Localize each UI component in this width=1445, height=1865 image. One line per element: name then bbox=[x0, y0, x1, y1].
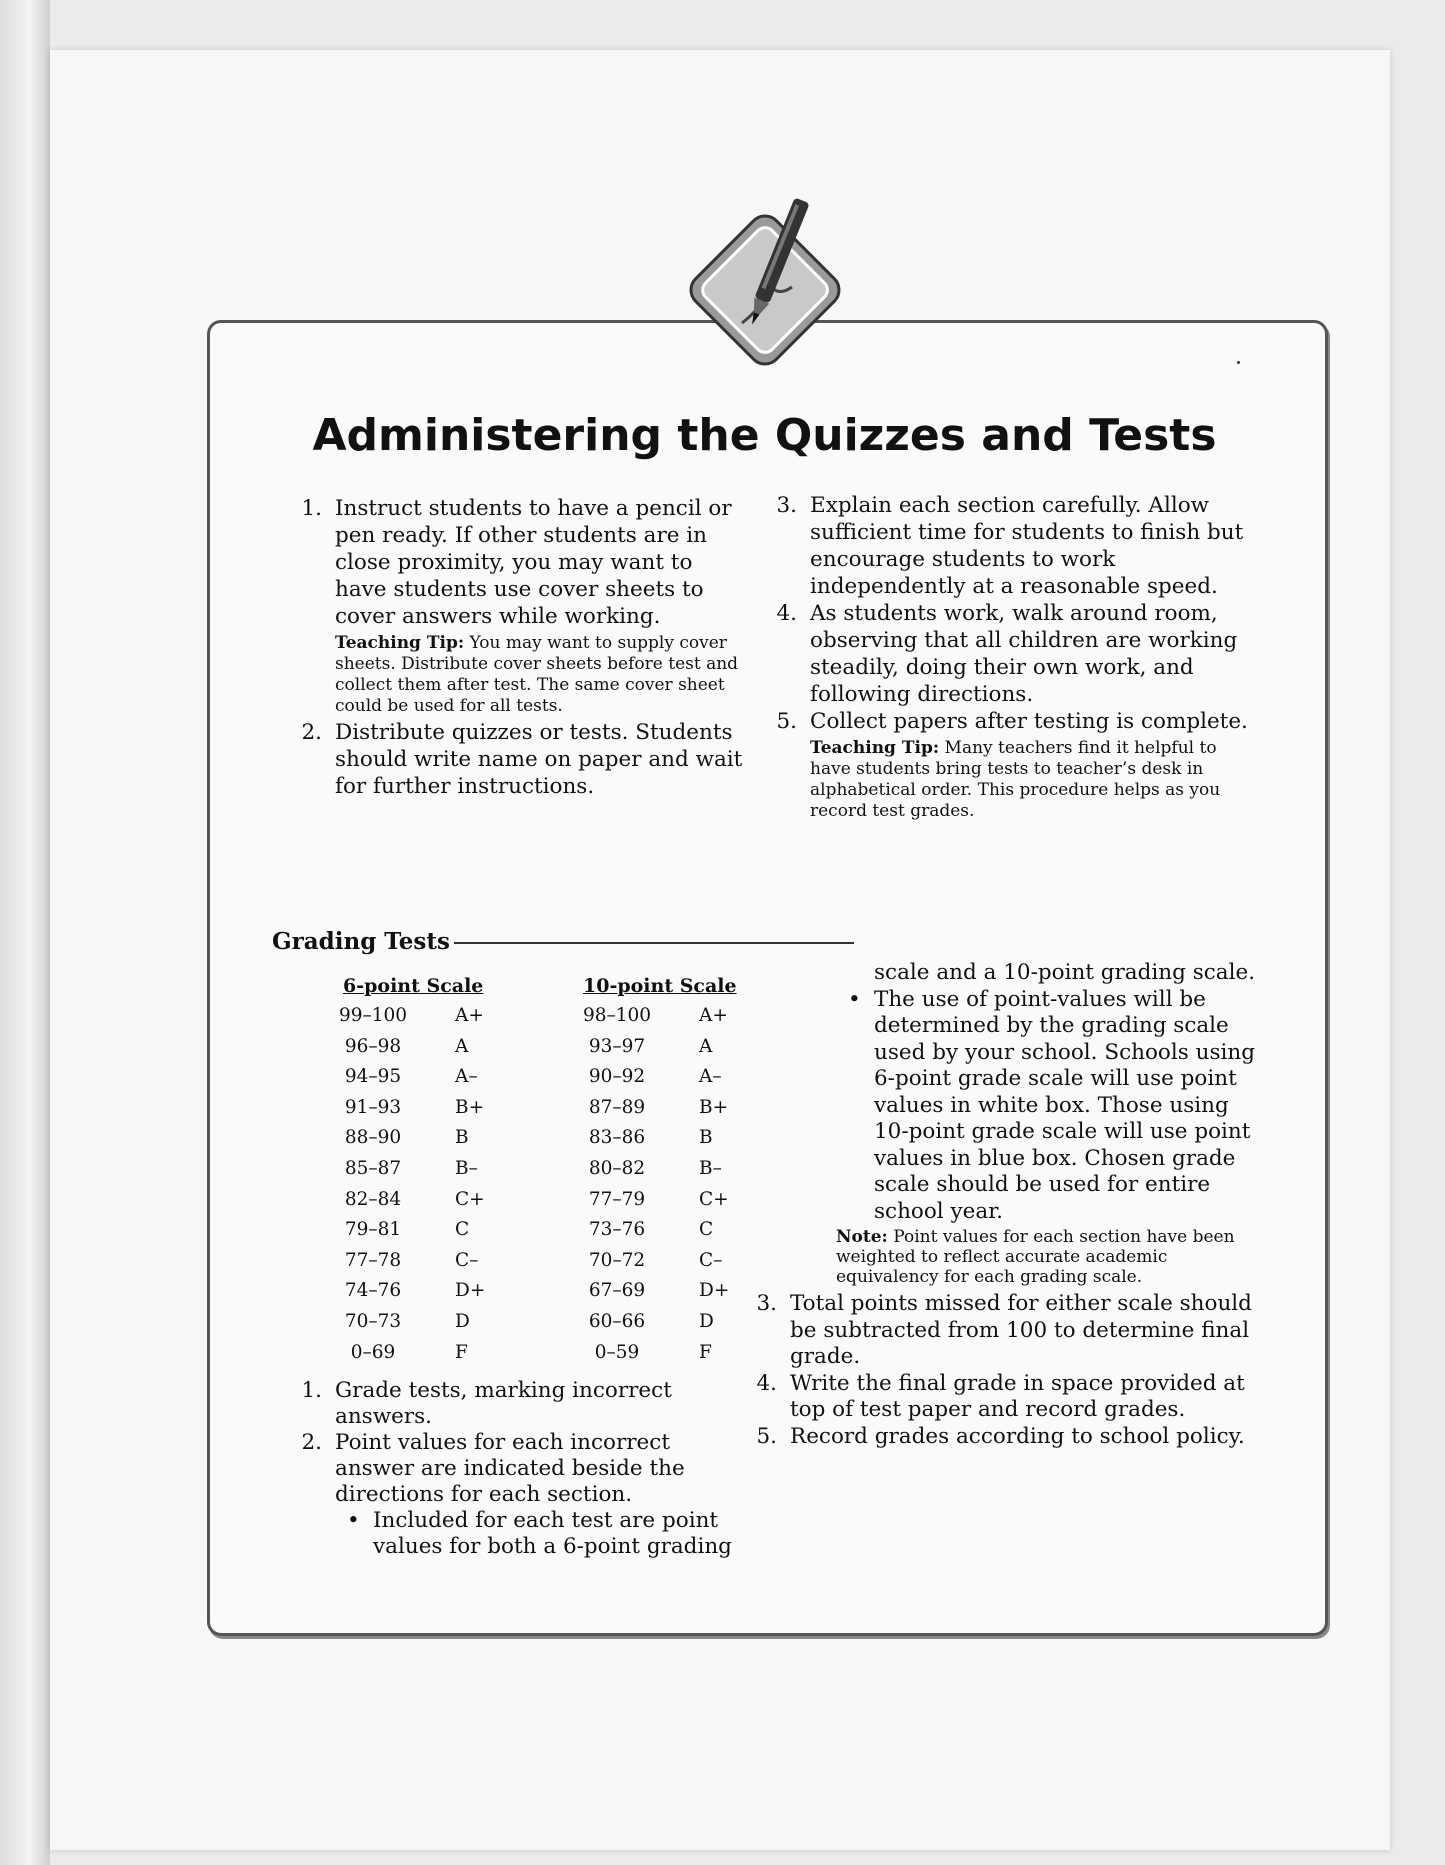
list-number: 1. bbox=[301, 1378, 322, 1403]
score-range: 0–69 bbox=[350, 1341, 396, 1363]
scale-row bbox=[333, 1097, 513, 1128]
score-range: 88–90 bbox=[344, 1127, 402, 1149]
letter-grade: A+ bbox=[455, 1005, 484, 1026]
bullet-text: Included for each test are point values for both a 6-point grading bbox=[373, 1508, 732, 1559]
intro-steps-left bbox=[290, 495, 750, 800]
letter-grade: C+ bbox=[455, 1188, 485, 1210]
speck bbox=[1237, 361, 1240, 364]
scale-row bbox=[333, 1219, 513, 1250]
bullet-item bbox=[335, 1508, 750, 1560]
scale-row bbox=[577, 1342, 757, 1373]
list-item bbox=[290, 719, 750, 800]
letter-grade: A bbox=[699, 1035, 713, 1057]
list-item bbox=[765, 708, 1260, 822]
letter-grade: B– bbox=[699, 1157, 722, 1179]
score-range: 73–76 bbox=[588, 1219, 646, 1241]
page-title: Administering the Quizzes and Tests bbox=[312, 410, 1217, 461]
scale-row bbox=[333, 1066, 513, 1097]
list-number: 5. bbox=[776, 709, 797, 734]
list-item bbox=[765, 600, 1260, 708]
grading-steps-left bbox=[290, 1378, 750, 1560]
list-text: Grade tests, marking incorrect answers. bbox=[335, 1378, 672, 1429]
score-range: 87–89 bbox=[588, 1096, 646, 1118]
list-item bbox=[755, 1371, 1260, 1424]
scale-row bbox=[577, 1036, 757, 1067]
pen-icon bbox=[670, 195, 860, 385]
score-range: 96–98 bbox=[344, 1035, 402, 1057]
letter-grade: B bbox=[699, 1127, 713, 1149]
bullet-text: The use of point-values will be determined by the grading scale used by your school. Schools using 6-point grade scale will use point values in white box. Those using 10-point grade scale will use point values in blue box. Chosen grade scale should be used for entire school year. bbox=[874, 986, 1255, 1224]
score-range: 82–84 bbox=[344, 1188, 402, 1210]
list-text: Explain each section carefully. Allow sufficient time for students to finish but encourage students to work independently at a reasonable speed. bbox=[810, 493, 1244, 599]
ten-point-scale-table bbox=[577, 1005, 757, 1372]
scale-row bbox=[333, 1005, 513, 1036]
scale-row bbox=[333, 1189, 513, 1220]
letter-grade: A– bbox=[699, 1066, 722, 1088]
letter-grade: A bbox=[455, 1035, 469, 1057]
scale-row bbox=[577, 1219, 757, 1250]
heading-rule bbox=[454, 942, 854, 944]
teaching-tip bbox=[810, 738, 1260, 822]
scale-row bbox=[333, 1342, 513, 1373]
letter-grade: F bbox=[699, 1341, 712, 1363]
score-range: 83–86 bbox=[588, 1127, 646, 1149]
letter-grade: B bbox=[455, 1127, 469, 1149]
score-range: 77–78 bbox=[344, 1249, 402, 1271]
bullet-item bbox=[836, 987, 1260, 1226]
score-range: 70–73 bbox=[344, 1310, 402, 1332]
list-text: Collect papers after testing is complete. bbox=[810, 709, 1248, 734]
score-range: 80–82 bbox=[588, 1157, 646, 1179]
scale-row bbox=[577, 1127, 757, 1158]
score-range: 70–72 bbox=[588, 1249, 646, 1271]
scale-row bbox=[577, 1250, 757, 1281]
letter-grade: D+ bbox=[699, 1280, 730, 1302]
tip-label: Teaching Tip: bbox=[810, 738, 940, 758]
letter-grade: D bbox=[455, 1310, 470, 1332]
list-number: 3. bbox=[756, 1291, 777, 1316]
letter-grade: A+ bbox=[699, 1005, 728, 1026]
score-range: 98–100 bbox=[582, 1005, 652, 1026]
grading-heading-text: Grading Tests bbox=[272, 928, 450, 955]
list-text: Write the final grade in space provided at top of test paper and record grades. bbox=[790, 1370, 1245, 1422]
scale-row bbox=[577, 1097, 757, 1128]
score-range: 85–87 bbox=[344, 1157, 402, 1179]
score-range: 74–76 bbox=[344, 1280, 402, 1302]
list-number: 2. bbox=[301, 1430, 322, 1455]
list-item bbox=[755, 1424, 1260, 1451]
list-number: 4. bbox=[776, 601, 797, 626]
scale-row bbox=[333, 1127, 513, 1158]
intro-steps-right bbox=[765, 492, 1260, 824]
letter-grade: C+ bbox=[699, 1188, 729, 1210]
list-item bbox=[290, 495, 750, 717]
scale-row bbox=[333, 1158, 513, 1189]
teaching-tip bbox=[335, 633, 750, 717]
ten-point-scale-label: 10-point Scale bbox=[583, 975, 737, 997]
score-range: 0–59 bbox=[594, 1341, 640, 1363]
letter-grade: C– bbox=[699, 1249, 723, 1271]
letter-grade: D+ bbox=[455, 1280, 486, 1302]
scale-row bbox=[577, 1066, 757, 1097]
six-point-scale-label: 6-point Scale bbox=[343, 975, 484, 997]
score-range: 67–69 bbox=[588, 1280, 646, 1302]
note-text: Point values for each section have been weighted to reflect accurate academic equivalency for each grading scale. bbox=[836, 1227, 1235, 1287]
tip-text: Many teachers find it helpful to have students bring tests to teacher’s desk in alphabetical order. This procedure helps as you record test grades. bbox=[810, 738, 1221, 821]
score-range: 79–81 bbox=[344, 1219, 402, 1241]
note bbox=[836, 1227, 1260, 1287]
list-item bbox=[290, 1430, 750, 1508]
scale-row bbox=[577, 1189, 757, 1220]
tip-text: You may want to supply cover sheets. Distribute cover sheets before test and collect them after test. The same cover sheet could be used for all tests. bbox=[335, 633, 739, 716]
letter-grade: C bbox=[455, 1219, 470, 1241]
grading-heading bbox=[272, 928, 912, 955]
grading-steps-right bbox=[756, 960, 1260, 1450]
scale-row bbox=[577, 1005, 757, 1036]
scale-row bbox=[577, 1280, 757, 1311]
list-text: Total points missed for either scale should be subtracted from 100 to determine final grade. bbox=[790, 1291, 1252, 1369]
list-number: 2. bbox=[301, 720, 322, 745]
list-item bbox=[765, 492, 1260, 600]
score-range: 77–79 bbox=[588, 1188, 646, 1210]
list-number: 3. bbox=[776, 493, 797, 518]
list-number: 5. bbox=[756, 1423, 777, 1449]
list-text: As students work, walk around room, observing that all children are working steadily, doing their own work, and following directions. bbox=[810, 601, 1238, 707]
letter-grade: C bbox=[699, 1219, 714, 1241]
letter-grade: C– bbox=[455, 1249, 479, 1271]
list-number: 4. bbox=[756, 1370, 777, 1396]
list-text: Point values for each incorrect answer are indicated beside the directions for each section. bbox=[335, 1430, 685, 1507]
list-text: Record grades according to school policy. bbox=[790, 1423, 1245, 1449]
score-range: 90–92 bbox=[588, 1066, 646, 1088]
score-range: 91–93 bbox=[344, 1096, 402, 1118]
scale-row bbox=[333, 1036, 513, 1067]
bullet-continuation: scale and a 10-point grading scale. bbox=[874, 960, 1256, 985]
letter-grade: F bbox=[455, 1341, 468, 1363]
book-spine bbox=[0, 0, 50, 1865]
letter-grade: B+ bbox=[455, 1096, 485, 1118]
list-item bbox=[290, 1378, 750, 1430]
letter-grade: B– bbox=[455, 1157, 478, 1179]
letter-grade: D bbox=[699, 1310, 714, 1332]
scale-row bbox=[333, 1311, 513, 1342]
list-number: 1. bbox=[301, 496, 322, 521]
letter-grade: A– bbox=[455, 1066, 478, 1088]
list-item bbox=[755, 1291, 1260, 1371]
scale-row bbox=[577, 1158, 757, 1189]
six-point-scale-table bbox=[333, 1005, 513, 1372]
tip-label: Teaching Tip: bbox=[335, 633, 465, 653]
scale-row bbox=[333, 1250, 513, 1281]
scale-row bbox=[333, 1280, 513, 1311]
list-text: Distribute quizzes or tests. Students should write name on paper and wait for further instructions. bbox=[335, 720, 743, 799]
letter-grade: B+ bbox=[699, 1096, 729, 1118]
scale-row bbox=[577, 1311, 757, 1342]
list-text: Instruct students to have a pencil or pen ready. If other students are in close proximity, you may want to have students use cover sheets to cover answers while working. bbox=[335, 496, 732, 629]
score-range: 94–95 bbox=[344, 1066, 402, 1088]
score-range: 60–66 bbox=[588, 1310, 646, 1332]
score-range: 93–97 bbox=[588, 1035, 646, 1057]
note-label: Note: bbox=[836, 1227, 888, 1247]
score-range: 99–100 bbox=[338, 1005, 408, 1026]
